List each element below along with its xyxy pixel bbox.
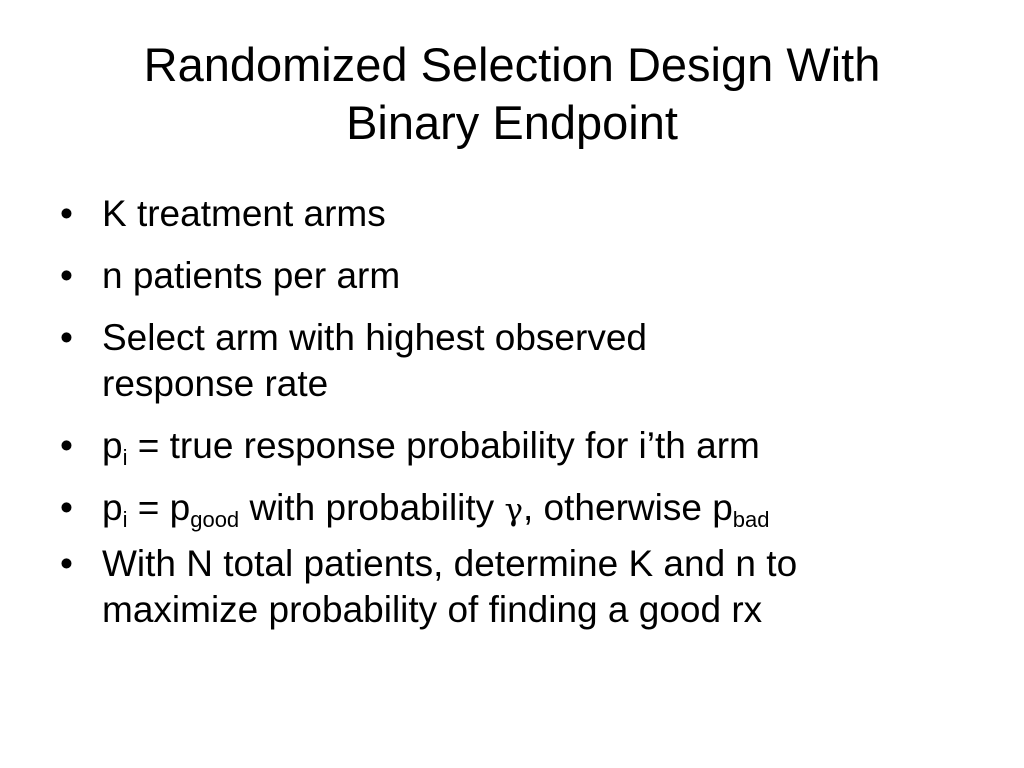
bullet-p-good-p-bad xyxy=(60,485,980,533)
subscript-bad: bad xyxy=(732,507,770,532)
bullet-true-response-probability xyxy=(60,423,980,469)
subscript-good: good xyxy=(190,507,240,532)
bullet-text: n patients per arm xyxy=(102,255,401,296)
bullet-text-line-2: maximize probability of finding a good rx xyxy=(102,589,763,630)
bullet-marker: • xyxy=(60,193,73,234)
gamma-symbol: γ xyxy=(504,492,523,528)
bullet-select-arm xyxy=(60,315,980,407)
bullet-list xyxy=(60,191,980,649)
equals-p: = p xyxy=(127,487,191,528)
symbol-p: p xyxy=(102,487,123,528)
title-line-1: Randomized Selection Design With xyxy=(143,38,881,91)
bullet-marker: • xyxy=(60,425,73,466)
bullet-patients-per-arm xyxy=(60,253,980,299)
subscript-i: i xyxy=(122,445,128,470)
bullet-marker: • xyxy=(60,317,73,358)
bullet-marker: • xyxy=(60,255,73,296)
bullet-marker: • xyxy=(60,543,73,584)
title-line-2: Binary Endpoint xyxy=(346,96,678,149)
bullet-text: K treatment arms xyxy=(102,193,386,234)
symbol-p: p xyxy=(102,425,123,466)
bullet-text-otherwise: , otherwise p xyxy=(523,487,733,528)
bullet-text-line-1: With N total patients, determine K and n to xyxy=(102,543,798,584)
bullet-marker: • xyxy=(60,487,73,528)
bullet-text-line-1: Select arm with highest observed xyxy=(102,317,647,358)
bullet-text-line-2: response rate xyxy=(102,363,329,404)
subscript-i: i xyxy=(122,507,128,532)
bullet-total-patients xyxy=(60,541,980,633)
bullet-text: = true response probability for i’th arm xyxy=(127,425,760,466)
bullet-text: with probability xyxy=(239,487,505,528)
slide-title xyxy=(40,36,984,152)
bullet-treatment-arms xyxy=(60,191,980,237)
